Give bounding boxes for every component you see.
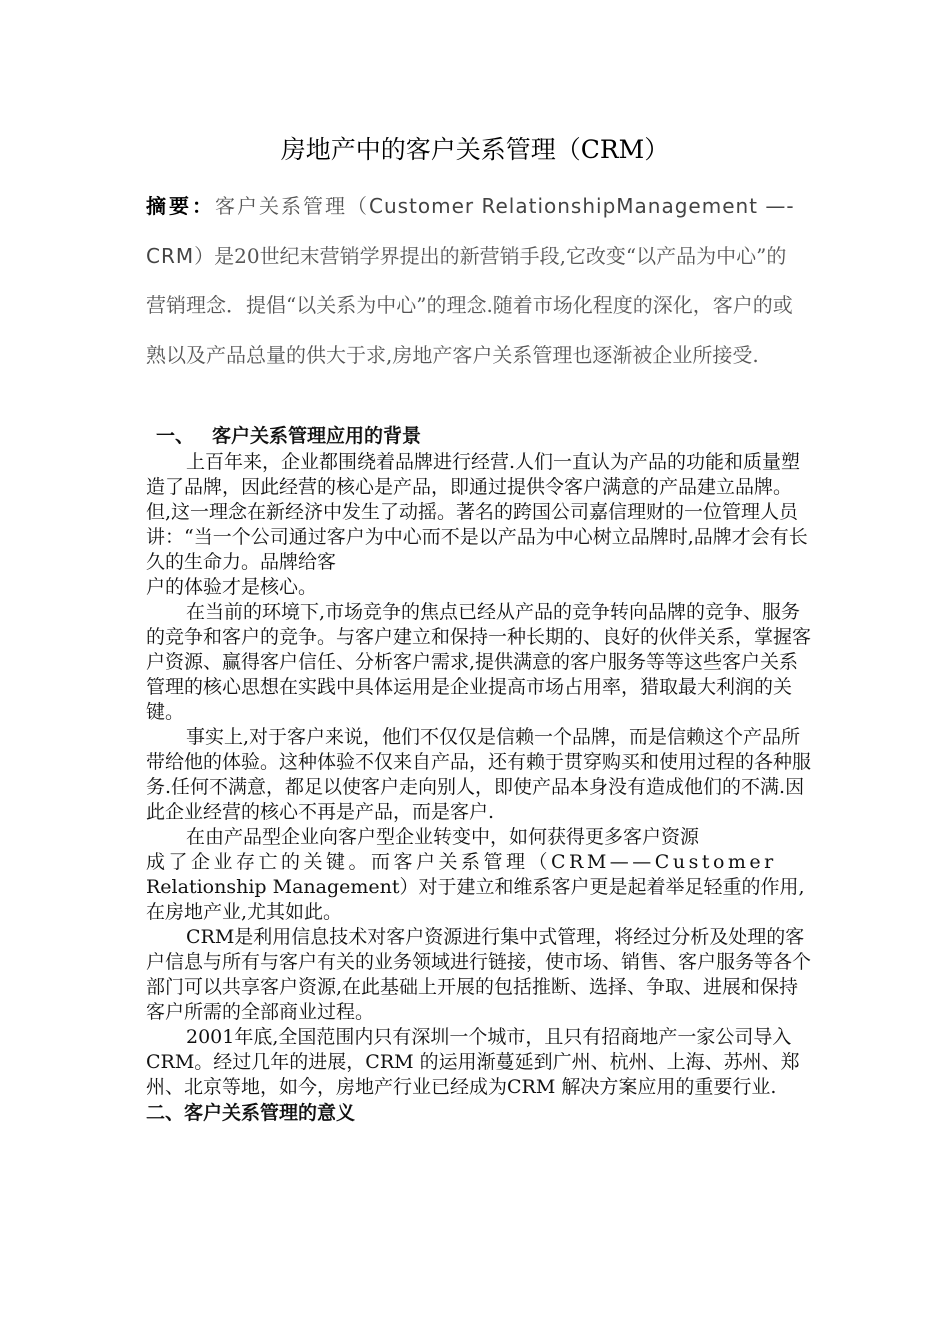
abstract-text-b: ）是20世纪末营销学界提出的新营销手段,它改变“以产品为中心”的营销理念．提倡“以关系为中心”的理念.随着市场化程度的深化，客户的或熟以及产品总量的供大于求,房地产客户关系管理也逐渐被企业所接受. xyxy=(146,243,793,367)
paragraph-1-tail: 户的体验才是核心。 xyxy=(146,576,318,598)
section-1-number: 一、 xyxy=(156,425,195,447)
paragraph-4-line-1: 在由产品型企业向客户型企业转变中，如何获得更多客户资源 xyxy=(186,826,700,848)
abstract xyxy=(146,182,806,380)
body-content xyxy=(146,423,814,1127)
paragraph-4-rest: Relationship Management）对于建立和维系客户更是起着举足轻重的作用,在房地产业,尤其如此。 xyxy=(146,876,805,923)
section-1-title: 客户关系管理应用的背景 xyxy=(212,425,422,447)
paragraph-2: 在当前的环境下,市场竞争的焦点已经从产品的竞争转向品牌的竞争、服务的竞争和客户的竞争。与客户建立和保持一种长期的、良好的伙伴关系，掌握客户资源、赢得客户信任、分析客户需求,提供满意的客户服务等等这些客户关系管理的核心思想在实践中具体运用是企业提高市场占用率，猎取最大利润的关键。 xyxy=(146,601,812,723)
document-title: 房地产中的客户关系管理（CRM） xyxy=(280,135,670,164)
paragraph-3: 事实上,对于客户来说，他们不仅仅是信赖一个品牌，而是信赖这个产品所带给他的体验。这种体验不仅来自产品，还有赖于贯穿购买和使用过程的各种服务.任何不满意，都足以使客户走向别人，即使产品本身没有造成他们的不满.因此企业经营的核心不再是产品，而是客户. xyxy=(146,726,812,823)
paragraph-4-line-2: 成了企业存亡的关键。而客户关系管理（CRM——Customer xyxy=(146,851,777,873)
section-2-heading: 二、客户关系管理的意义 xyxy=(146,1102,356,1124)
paragraph-5: CRM是利用信息技术对客户资源进行集中式管理，将经过分析及处理的客户信息与所有与客户有关的业务领域进行链接，使市场、销售、客户服务等各个部门可以共享客户资源,在此基础上开展的包括推断、选择、争取、进展和保持客户所需的全部商业过程。 xyxy=(146,926,812,1023)
paragraph-1: 上百年来，企业都围绕着品牌进行经营.人们一直认为产品的功能和质量塑造了品牌，因此经营的核心是产品，即通过提供令客户满意的产品建立品牌。但,这一理念在新经济中发生了动摇。著名的跨国公司嘉信理财的一位管理人员讲：“当一个公司通过客户为中心而不是以产品为中心树立品牌时,品牌才会有长久的生命力。品牌给客 xyxy=(146,451,808,573)
abstract-text-en: Customer RelationshipManagement —-CRM xyxy=(146,194,795,268)
paragraph-6: 2001年底,全国范围内只有深圳一个城市，且只有招商地产一家公司导入CRM。经过几年的进展，CRM 的运用渐蔓延到广州、杭州、上海、苏州、郑州、北京等地，如今，房地产行业已经成为CRM 解决方案应用的重要行业. xyxy=(146,1026,800,1098)
abstract-text-a: 客户关系管理（ xyxy=(215,194,369,218)
section-1-heading xyxy=(146,423,814,450)
abstract-label: 摘要： xyxy=(146,194,215,218)
